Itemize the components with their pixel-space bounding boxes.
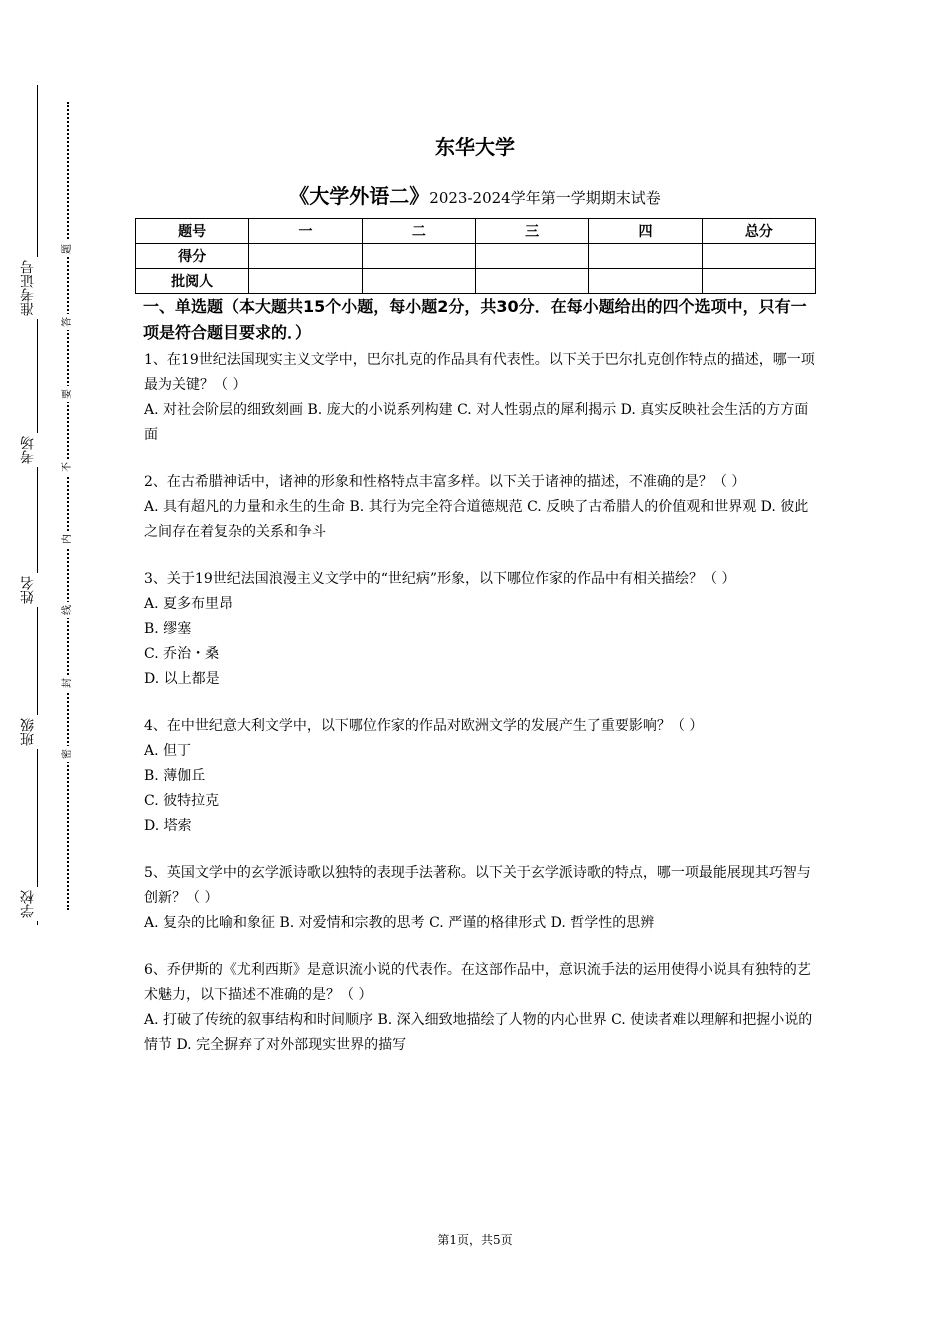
table-header-cell: 总分 [702, 219, 815, 244]
question-1 [144, 348, 819, 448]
table-cell [475, 244, 588, 269]
table-cell [702, 244, 815, 269]
score-table-row [136, 244, 816, 269]
option-d: D. 以上都是 [144, 671, 220, 687]
option-b: B. 缪塞 [144, 621, 192, 637]
question-options: A. 打破了传统的叙事结构和时间顺序 B. 深入细致地描绘了人物的内心世界 C. 使读者难以理解和把握小说的情节 D. 完全摒弃了对外部现实世界的描写 [144, 1012, 813, 1053]
question-stem: 5、英国文学中的玄学派诗歌以独特的表现手法著称。以下关于玄学派诗歌的特点，哪一项最能展现其巧智与创新？（ ） [144, 865, 811, 906]
table-header-cell: 题号 [136, 219, 249, 244]
question-stem: 4、在中世纪意大利文学中，以下哪位作家的作品对欧洲文学的发展产生了重要影响？（ ） [144, 718, 704, 734]
course-name: 《大学外语二》 [289, 184, 430, 208]
table-row-label: 批阅人 [136, 269, 249, 294]
score-table-header-row [136, 219, 816, 244]
question-4 [144, 714, 819, 839]
seal-char: 内 [63, 531, 73, 547]
question-6 [144, 958, 819, 1058]
field-exam-room-label: 考场 [21, 433, 55, 467]
section-header: 一、单选题（本大题共15个小题，每小题2分，共30分．在每小题给出的四个选项中，只有一项是符合题目要求的．） [143, 297, 807, 342]
seal-char: 线 [63, 602, 73, 618]
table-cell [589, 244, 702, 269]
option-d: D. 塔索 [144, 818, 192, 834]
question-stem: 6、乔伊斯的《尤利西斯》是意识流小说的代表作。在这部作品中，意识流手法的运用使得小说具有独特的艺术魅力，以下描述不准确的是？（ ） [144, 962, 811, 1003]
field-name-label: 姓名 [21, 573, 55, 607]
question-2 [144, 470, 819, 545]
page-footer: 第1页，共5页 [437, 1233, 513, 1247]
question-options: A. 复杂的比喻和象征 B. 对爱情和宗教的思考 C. 严谨的格律形式 D. 哲学性的思辨 [144, 915, 655, 931]
option-c: C. 乔治・桑 [144, 646, 220, 662]
table-header-cell: 四 [589, 219, 702, 244]
question-3 [144, 567, 819, 692]
table-row-label: 得分 [136, 244, 249, 269]
field-class-label: 班级 [21, 715, 55, 749]
table-cell [702, 269, 815, 294]
table-cell [249, 269, 362, 294]
table-header-cell: 三 [475, 219, 588, 244]
score-table [135, 218, 816, 294]
seal-char: 答 [63, 314, 73, 330]
seal-char: 封 [63, 675, 73, 691]
binding-dotted-line [67, 102, 69, 910]
table-cell [362, 244, 475, 269]
field-school-label: 学校 [21, 887, 55, 921]
question-stem: 1、在19世纪法国现实主义文学中，巴尔扎克的作品具有代表性。以下关于巴尔扎克创作特点的描述，哪一项最为关键？（ ） [144, 352, 815, 393]
table-header-cell: 一 [249, 219, 362, 244]
field-exam-number-label: 准考证号 [21, 257, 55, 319]
table-cell [362, 269, 475, 294]
seal-char: 不 [63, 459, 73, 475]
binding-solid-line [37, 85, 38, 925]
option-b: B. 薄伽丘 [144, 768, 206, 784]
option-a: A. 夏多布里昂 [144, 596, 234, 612]
table-cell [589, 269, 702, 294]
table-cell [475, 269, 588, 294]
seal-char: 密 [63, 746, 73, 762]
question-options: A. 对社会阶层的细致刻画 B. 庞大的小说系列构建 C. 对人性弱点的犀利揭示 D. 真实反映社会生活的方方面面 [144, 402, 809, 443]
option-c: C. 彼特拉克 [144, 793, 220, 809]
exam-content [144, 294, 819, 1058]
question-5 [144, 861, 819, 936]
university-title: 东华大学 [435, 135, 515, 159]
exam-info: 2023-2024学年第一学期期末试卷 [429, 189, 661, 207]
question-stem: 2、在古希腊神话中，诸神的形象和性格特点丰富多样。以下关于诸神的描述，不准确的是？（ ） [144, 474, 746, 490]
question-options: A. 具有超凡的力量和永生的生命 B. 其行为完全符合道德规范 C. 反映了古希腊人的价值观和世界观 D. 彼此之间存在着复杂的关系和争斗 [144, 499, 809, 540]
table-header-cell: 二 [362, 219, 475, 244]
exam-subtitle [0, 180, 950, 209]
option-a: A. 但丁 [144, 743, 192, 759]
seal-char: 要 [63, 386, 73, 402]
question-stem: 3、关于19世纪法国浪漫主义文学中的“世纪病”形象，以下哪位作家的作品中有相关描绘？（ ） [144, 571, 736, 587]
table-cell [249, 244, 362, 269]
seal-char: 题 [63, 241, 73, 257]
score-table-row [136, 269, 816, 294]
